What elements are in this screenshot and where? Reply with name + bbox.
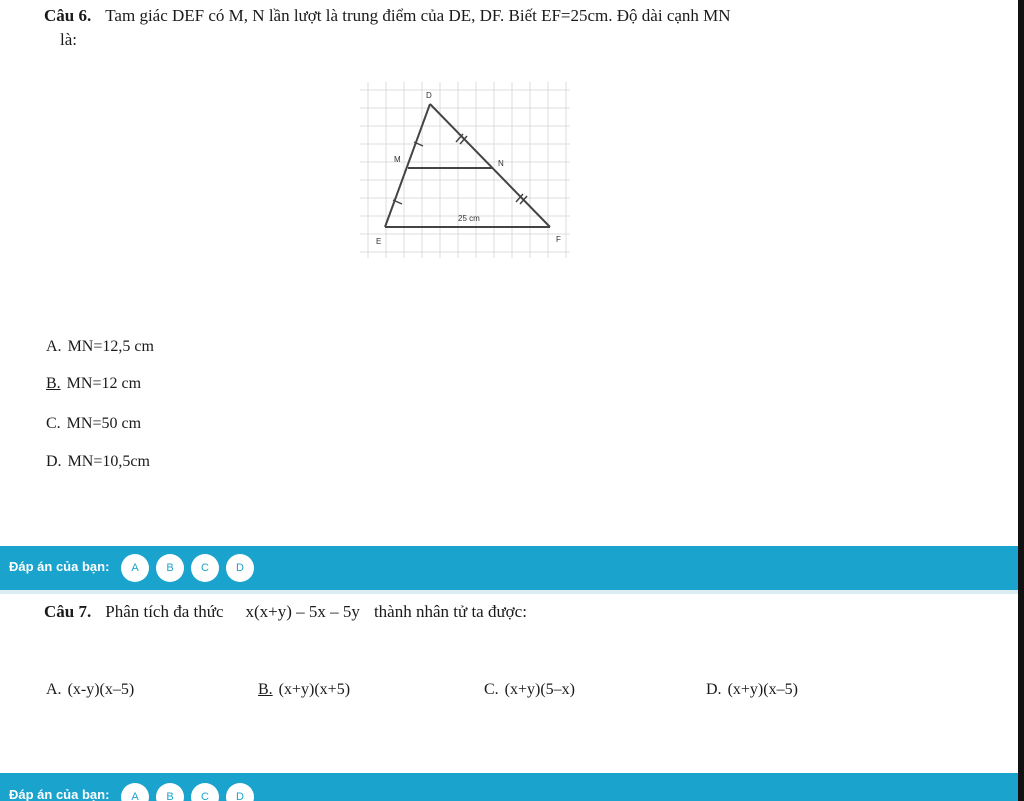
question-6-number: Câu 6. [44, 6, 92, 25]
question-7-body: Phân tích đa thức [105, 602, 224, 621]
q7-option-b: B. (x+y)(x+5) [258, 681, 351, 698]
q6-option-d: D. MN=10,5cm [46, 453, 150, 470]
q6-option-a: A. MN=12,5 cm [46, 338, 154, 355]
q7-option-a: A. (x-y)(x–5) [46, 681, 135, 698]
question-7-text [44, 602, 527, 622]
question-7-expression: x(x+y) – 5x – 5y [245, 602, 360, 621]
answer-choice-b-q7[interactable]: B [156, 783, 184, 801]
triangle-def [385, 104, 550, 227]
q7-option-d: D. (x+y)(x–5) [706, 681, 798, 698]
grid [360, 82, 570, 258]
section-divider [0, 590, 1024, 594]
q6-option-b: B. MN=12 cm [46, 375, 142, 392]
triangle-figure [360, 82, 570, 258]
q6-option-c: C. MN=50 cm [46, 415, 142, 432]
answer-choice-c[interactable]: C [191, 554, 219, 582]
question-6-continuation: là: [60, 30, 77, 49]
answer-bar-label-q7: Đáp án của bạn: [9, 787, 110, 801]
label-d: D [426, 91, 432, 100]
question-6-body: Tam giác DEF có M, N lần lượt là trung điểm của DE, DF. Biết EF=25cm. Độ dài cạnh MN [105, 6, 731, 25]
label-f: F [556, 235, 561, 244]
question-7-end: thành nhân tử ta được: [373, 602, 527, 621]
answer-choice-a-q7[interactable]: A [121, 783, 149, 801]
answer-choice-d-q7[interactable]: D [226, 783, 254, 801]
label-e: E [376, 237, 382, 246]
label-m: M [394, 155, 401, 164]
question-6-text [44, 6, 731, 26]
answer-bar-q6 [0, 546, 1024, 590]
label-ef-length: 25 cm [458, 214, 480, 223]
question-7-number: Câu 7. [44, 602, 92, 621]
window-edge [1018, 0, 1024, 801]
q7-option-c: C. (x+y)(5–x) [484, 681, 576, 698]
answer-choice-c-q7[interactable]: C [191, 783, 219, 801]
answer-choice-b[interactable]: B [156, 554, 184, 582]
answer-choice-a[interactable]: A [121, 554, 149, 582]
answer-bar-label: Đáp án của bạn: [9, 559, 110, 574]
answer-bar-q7 [0, 773, 1024, 801]
label-n: N [498, 159, 504, 168]
answer-choice-d[interactable]: D [226, 554, 254, 582]
